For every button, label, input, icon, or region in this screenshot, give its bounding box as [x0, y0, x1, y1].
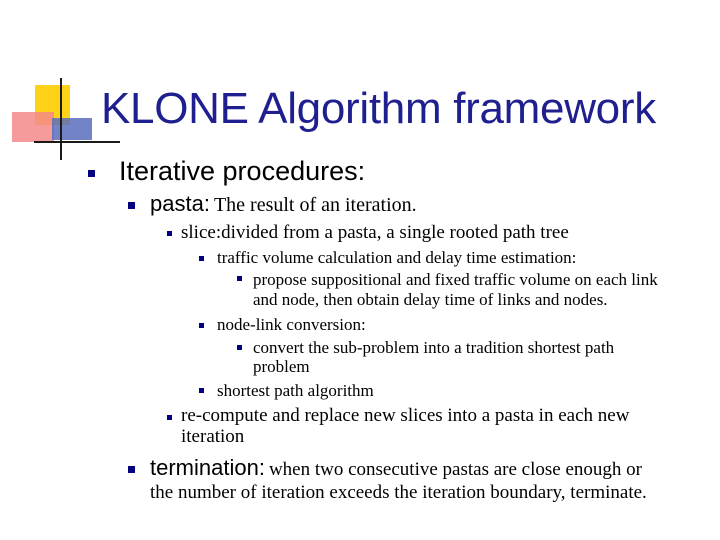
square-bullet-icon: [128, 466, 135, 473]
item-termination-key: termination:: [150, 455, 265, 480]
slide-title: KLONE Algorithm framework: [101, 84, 656, 133]
square-bullet-icon: [237, 276, 242, 281]
item-recompute-line-2: iteration: [181, 426, 245, 447]
decor-blue-block: [52, 118, 92, 140]
decor-vertical-line: [60, 78, 62, 160]
square-bullet-icon: [88, 170, 95, 177]
item-propose-line-1: propose suppositional and fixed traffic volume on each link: [253, 270, 658, 289]
item-slice: slice:divided from a pasta, a single rooted path tree: [181, 222, 569, 243]
item-recompute-line-1: re-compute and replace new slices into a pasta in each new: [181, 405, 630, 426]
square-bullet-icon: [167, 415, 172, 420]
square-bullet-icon: [199, 256, 204, 261]
item-pasta: [150, 191, 417, 217]
square-bullet-icon: [199, 388, 204, 393]
item-node-link-conversion: node-link conversion:: [217, 315, 366, 334]
item-pasta-value: The result of an iteration.: [213, 194, 417, 216]
item-propose-line-2: and node, then obtain delay time of links and nodes.: [253, 290, 608, 309]
item-pasta-key: pasta:: [150, 191, 210, 216]
item-termination-value-2: the number of iteration exceeds the iteration boundary, terminate.: [150, 482, 647, 503]
decor-horizontal-line: [34, 141, 120, 143]
item-traffic-volume: traffic volume calculation and delay time estimation:: [217, 248, 577, 267]
item-termination-value-1: when two consecutive pastas are close enough or: [268, 459, 642, 480]
item-convert-line-2: problem: [253, 357, 310, 376]
item-termination: [150, 455, 642, 481]
square-bullet-icon: [128, 202, 135, 209]
square-bullet-icon: [237, 345, 242, 350]
item-shortest-path: shortest path algorithm: [217, 381, 374, 400]
square-bullet-icon: [199, 323, 204, 328]
item-convert-line-1: convert the sub-problem into a tradition shortest path: [253, 338, 615, 357]
decor-pink-block: [12, 112, 54, 142]
square-bullet-icon: [167, 231, 172, 236]
item-iterative-procedures: Iterative procedures:: [119, 156, 366, 186]
